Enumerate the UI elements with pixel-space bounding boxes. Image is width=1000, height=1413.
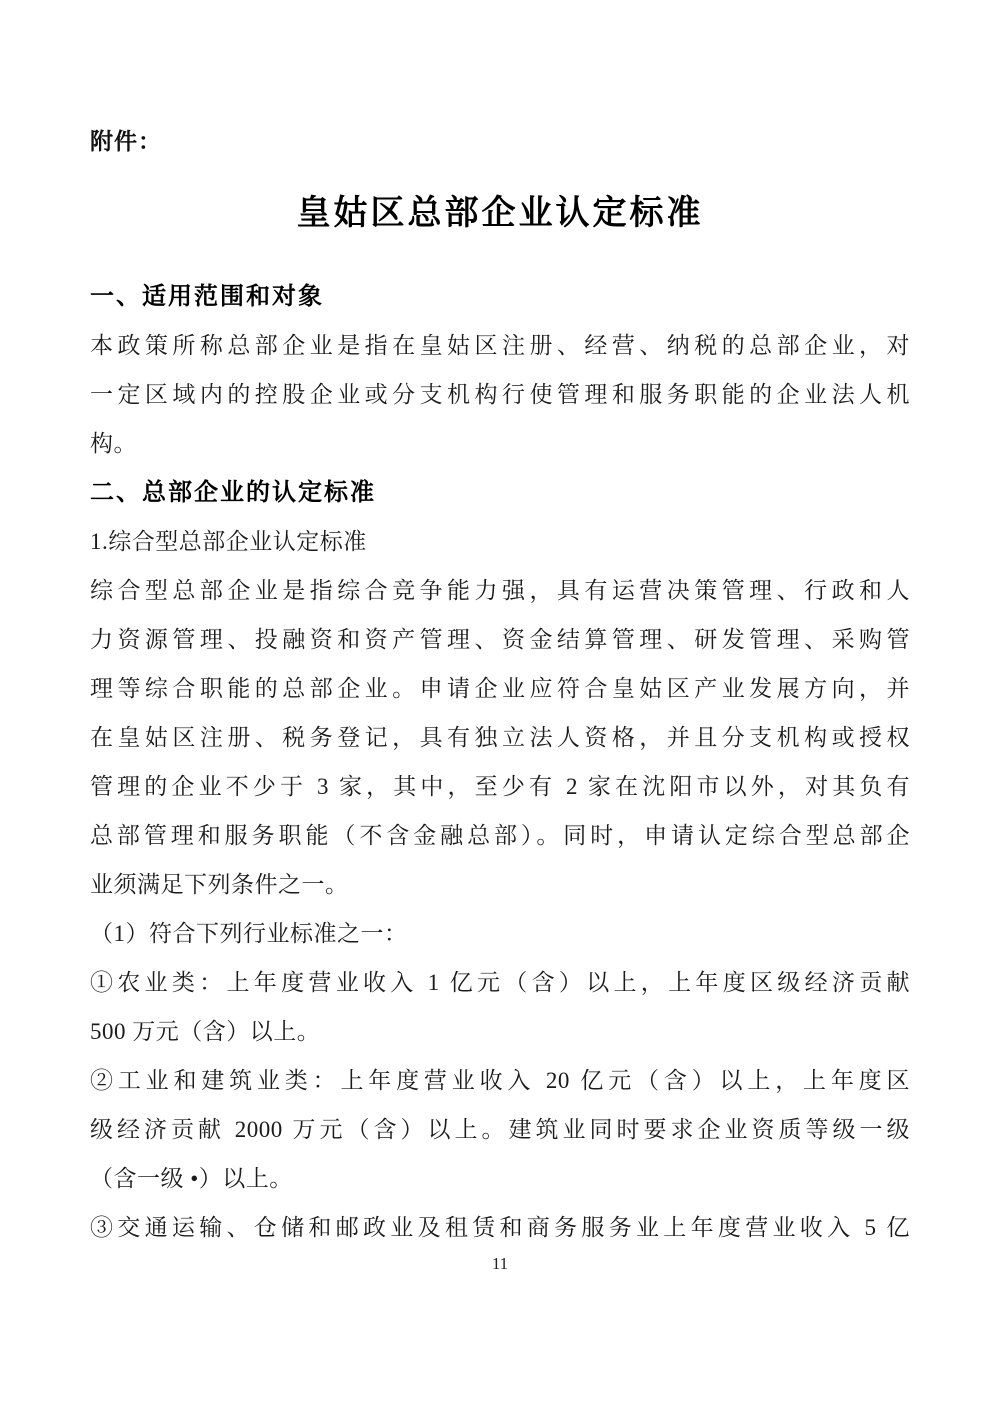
section-2-paragraph-line: 综合型总部企业是指综合竞争能力强，具有运营决策管理、行政和人 [90,578,910,603]
section-1-paragraph-line: 一定区域内的控股企业或分支机构行使管理和服务职能的企业法人机 [90,382,910,407]
section-1-paragraph-line: 本政策所称总部企业是指在皇姑区注册、经营、纳税的总部企业，对 [90,333,910,358]
industry-item-3-line: ③交通运输、仓储和邮政业及租赁和商务服务业上年度营业收入 5 亿 [90,1215,910,1240]
clause-1-heading: （1）符合下列行业标准之一： [90,921,408,946]
section-1-heading: 一、适用范围和对象 [90,283,324,310]
industry-item-2-line: ②工业和建筑业类：上年度营业收入 20 亿元（含）以上，上年度区 [90,1068,910,1093]
subsection-2-1-heading: 1.综合型总部企业认定标准 [90,529,367,554]
section-2-heading: 二、总部企业的认定标准 [90,479,376,506]
page-number: 11 [491,1254,509,1273]
industry-item-2-line: 级经济贡献 2000 万元（含）以上。建筑业同时要求企业资质等级一级 [90,1117,910,1142]
industry-item-1-line: 500 万元（含）以上。 [90,1019,321,1044]
section-1-paragraph-line: 构。 [90,431,137,456]
document-body [90,272,910,1252]
section-2-paragraph-line: 理等综合职能的总部企业。申请企业应符合皇姑区产业发展方向，并 [90,676,910,701]
section-2-paragraph-line: 在皇姑区注册、税务登记，具有独立法人资格，并且分支机构或授权 [90,725,910,750]
section-2-paragraph-line: 业须满足下列条件之一。 [90,872,349,897]
document-title: 皇姑区总部企业认定标准 [296,195,704,232]
attachment-label: 附件： [90,129,162,154]
section-2-paragraph-line: 总部管理和服务职能（不含金融总部）。同时，申请认定综合型总部企 [90,823,910,848]
industry-item-2-line: （含一级 •）以上。 [90,1166,293,1191]
section-2-paragraph-line: 管理的企业不少于 3 家，其中，至少有 2 家在沈阳市以外，对其负有 [90,774,910,799]
section-2-paragraph-line: 力资源管理、投融资和资产管理、资金结算管理、研发管理、采购管 [90,627,910,652]
industry-item-1-line: ①农业类：上年度营业收入 1 亿元（含）以上，上年度区级经济贡献 [90,970,910,995]
